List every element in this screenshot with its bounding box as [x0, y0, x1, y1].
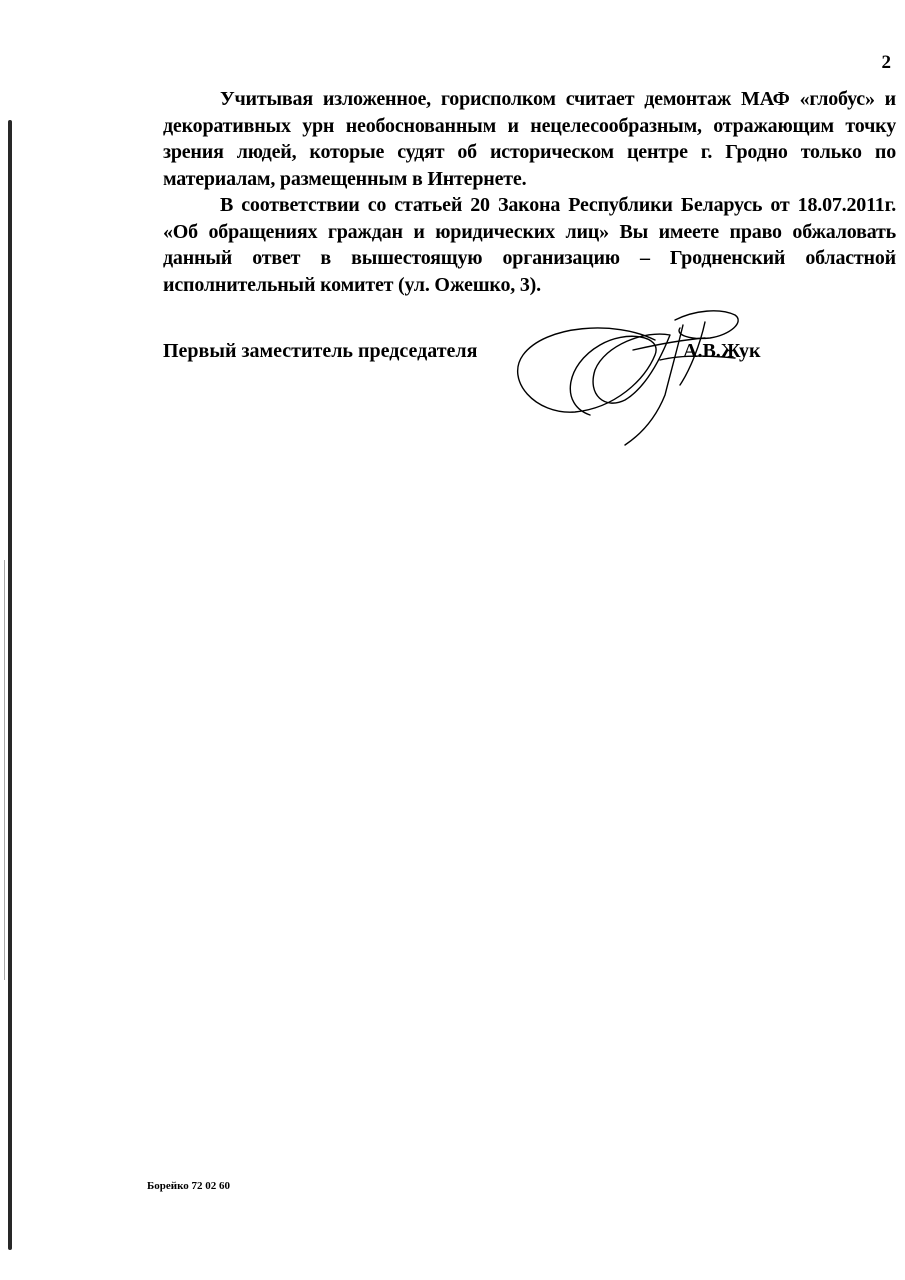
page-number: 2: [881, 52, 891, 73]
paragraph-conclusion: Учитывая изложенное, горисполком считает демонтаж МАФ «глобус» и декоративных урн необоснованным и нецелесообразным, отражающим точку зрения людей, которые судят об историческом центре г. Гродно только по материалам, размещенным в Интернете.: [163, 88, 896, 190]
handwritten-signature: [505, 300, 775, 450]
signatory-name: А.В.Жук: [683, 340, 761, 362]
scan-edge-line: [8, 120, 12, 1250]
paragraph-appeal-rights: В соответствии со статьей 20 Закона Республики Беларусь от 18.07.2011г. «Об обращениях граждан и юридических лиц» Вы имеете право обжаловать данный ответ в вышестоящую организацию – Гродненский областной исполнительный комитет (ул. Ожешко, 3).: [163, 194, 896, 296]
signatory-position: Первый заместитель председателя: [163, 340, 478, 362]
letter-body: [163, 86, 896, 298]
executor-contact: Борейко 72 02 60: [147, 1180, 231, 1192]
scan-edge-faint-line: [4, 560, 5, 980]
